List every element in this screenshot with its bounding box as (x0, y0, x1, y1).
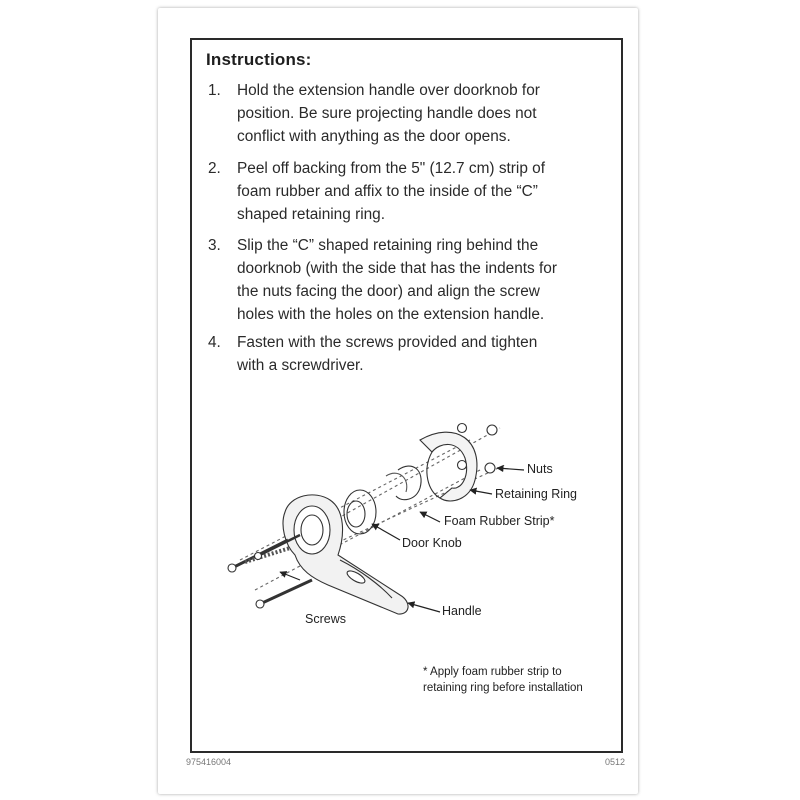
instructions-heading: Instructions: (206, 50, 312, 69)
step-number: 1. (208, 82, 221, 99)
part-number: 975416004 (186, 757, 232, 767)
label-door-knob: Door Knob (402, 536, 462, 550)
step-text: Peel off backing from the 5" (12.7 cm) strip of foam rubber and affix to the inside of the “C” shaped retaining ring. (237, 160, 546, 223)
retaining-ring (420, 432, 477, 501)
label-handle: Handle (442, 604, 482, 618)
date-code: 0512 (605, 757, 626, 767)
step-text: Hold the extension handle over doorknob for position. Be sure projecting handle does not conflict with anything as the door opens. (237, 82, 540, 145)
label-foam-rubber-strip: Foam Rubber Strip* (444, 514, 555, 528)
foam-rubber-strip (396, 466, 421, 500)
label-screws: Screws (305, 612, 346, 626)
step-text: Slip the “C” shaped retaining ring behind the doorknob (with the side that has the indents for the nuts facing the door) and align the screw holes with the holes on the extension handle. (237, 237, 557, 323)
footnote: * Apply foam rubber strip to retaining ring before installation (423, 666, 583, 694)
label-nuts: Nuts (527, 462, 553, 476)
extension-handle (283, 495, 408, 614)
label-retaining-ring: Retaining Ring (495, 487, 577, 501)
step-number: 2. (208, 160, 221, 177)
step-number: 4. (208, 334, 221, 351)
step-text: Fasten with the screws provided and tighten with a screwdriver. (237, 334, 538, 374)
step-number: 3. (208, 237, 221, 254)
